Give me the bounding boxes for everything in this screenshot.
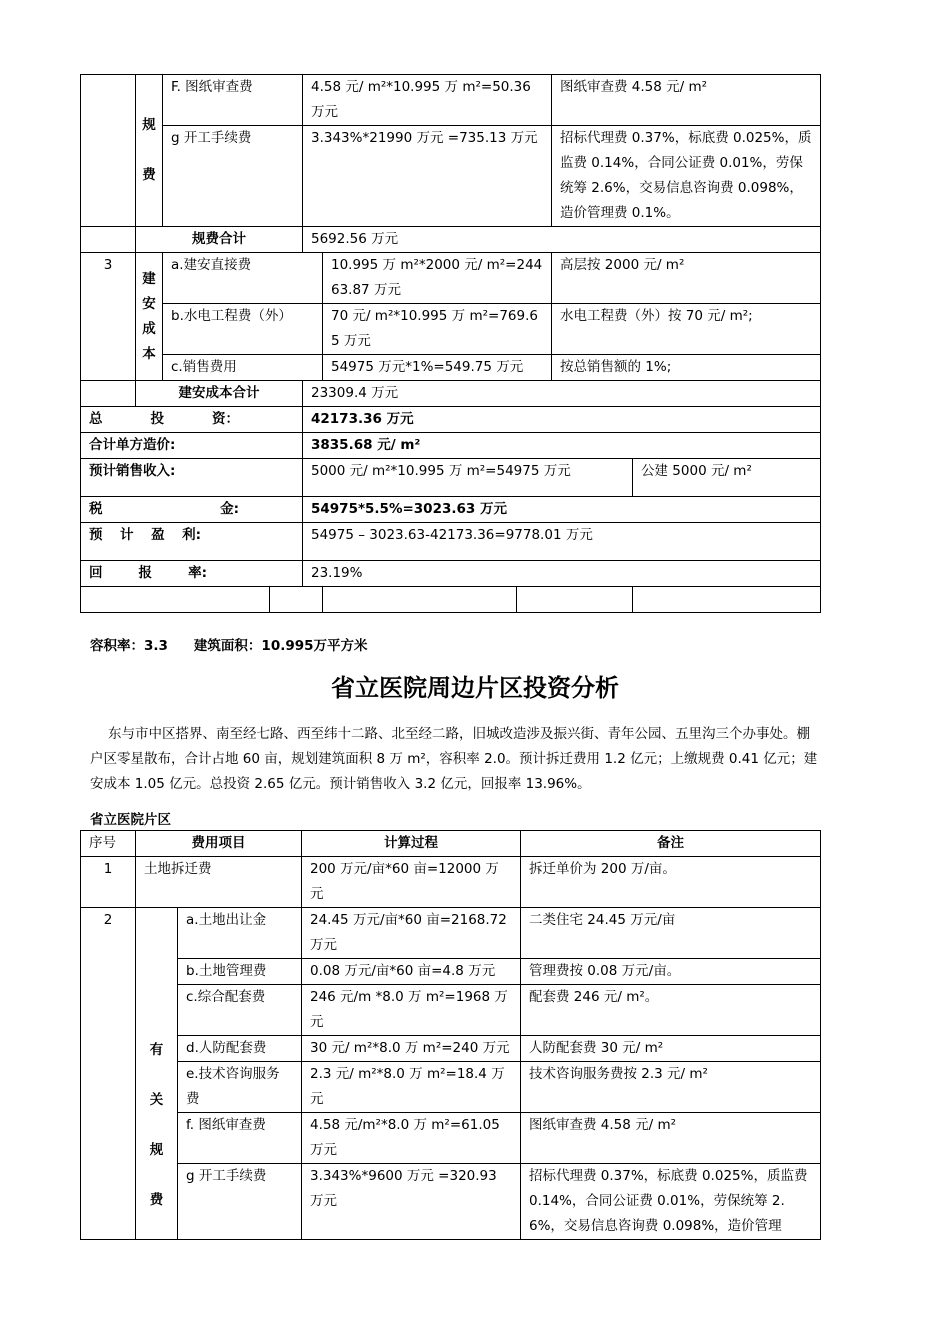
table-row (81, 355, 821, 381)
row-no: 2 (81, 908, 136, 1240)
table-row (81, 523, 821, 561)
calc-cell: 4.58 元/m²*8.0 万 m²=61.05 万元 (302, 1113, 521, 1164)
header-calc: 计算过程 (302, 831, 521, 857)
profit-value: 54975 – 3023.63-42173.36=9778.01 万元 (303, 523, 821, 561)
note-cell: 配套费 246 元/ m²。 (521, 985, 821, 1036)
return-value: 23.19% (303, 561, 821, 587)
item-cell: g 开工手续费 (178, 1164, 302, 1240)
note-cell: 人防配套费 30 元/ m² (521, 1036, 821, 1062)
item-cell: 土地拆迁费 (136, 857, 302, 908)
note-cell: 拆迁单价为 200 万/亩。 (521, 857, 821, 908)
unit-cost-value: 3835.68 元/ m² (303, 433, 821, 459)
table-row (81, 857, 821, 908)
calc-cell: 2.3 元/ m²*8.0 万 m²=18.4 万元 (302, 1062, 521, 1113)
return-label: 回 报 率: (81, 561, 303, 587)
table-row (81, 381, 821, 407)
calc-cell: 70 元/ m²*10.995 万 m²=769.65 万元 (323, 304, 552, 355)
jianan-total-label: 建安成本合计 (136, 381, 303, 407)
table-row (81, 126, 821, 227)
section-title: 省立医院周边片区投资分析 (331, 674, 619, 702)
table-row (81, 985, 821, 1036)
section-no-cell: 3 (81, 253, 136, 381)
jianan-total-value: 23309.4 万元 (303, 381, 821, 407)
table-row-empty (81, 587, 821, 613)
note-cell: 按总销售额的 1%; (552, 355, 821, 381)
cost-table (80, 830, 821, 1240)
sales-label: 预计销售收入: (81, 459, 303, 497)
note-cell: 二类住宅 24.45 万元/亩 (521, 908, 821, 959)
table-row (81, 1164, 821, 1240)
header-item: 费用项目 (136, 831, 302, 857)
cost-table-continued (80, 74, 821, 613)
item-cell: c.综合配套费 (178, 985, 302, 1036)
total-invest-value: 42173.36 万元 (303, 407, 821, 433)
table-row (81, 908, 821, 959)
table-caption: 省立医院片区 (90, 812, 171, 828)
calc-cell: 24.45 万元/亩*60 亩=2168.72 万元 (302, 908, 521, 959)
item-cell: e.技术咨询服务费 (178, 1062, 302, 1113)
note-cell: 招标代理费 0.37%，标底费 0.025%，质监费 0.14%，合同公证费 0.01%，劳保统筹 2.6%，交易信息咨询费 0.098%，造价管理费 0.1%。 (552, 126, 821, 227)
guifei-total-label: 规费合计 (136, 227, 303, 253)
item-cell: g 开工手续费 (163, 126, 303, 227)
item-cell: a.土地出让金 (178, 908, 302, 959)
table-row (81, 253, 821, 304)
table-row (81, 227, 821, 253)
table-row (81, 433, 821, 459)
note-cell: 水电工程费（外）按 70 元/ m²; (552, 304, 821, 355)
note-cell: 招标代理费 0.37%，标底费 0.025%，质监费 0.14%，合同公证费 0.01%，劳保统筹 2.6%，交易信息咨询费 0.098%，造价管理 (521, 1164, 821, 1240)
tax-label: 税 金: (81, 497, 303, 523)
table-header-row (81, 831, 821, 857)
calc-cell: 10.995 万 m²*2000 元/ m²=24463.87 万元 (323, 253, 552, 304)
sales-note: 公建 5000 元/ m² (633, 459, 821, 497)
note-cell: 高层按 2000 元/ m² (552, 253, 821, 304)
calc-cell: 3.343%*21990 万元 =735.13 万元 (303, 126, 552, 227)
total-invest-label: 总 投 资： (81, 407, 303, 433)
table-row (81, 1062, 821, 1113)
section-no-cell (81, 75, 136, 227)
table-row (81, 75, 821, 126)
table-row (81, 561, 821, 587)
header-no: 序号 (81, 831, 136, 857)
header-note: 备注 (521, 831, 821, 857)
item-cell: f. 图纸审查费 (178, 1113, 302, 1164)
row-no: 1 (81, 857, 136, 908)
item-cell: F. 图纸审查费 (163, 75, 303, 126)
ratio-line: 容积率：3.3 建筑面积：10.995万平方米 (90, 638, 368, 654)
section-no-cell (81, 227, 136, 253)
table-row (81, 959, 821, 985)
item-cell: c.销售费用 (163, 355, 323, 381)
note-cell: 管理费按 0.08 万元/亩。 (521, 959, 821, 985)
sales-value: 5000 元/ m²*10.995 万 m²=54975 万元 (303, 459, 633, 497)
youguan-vertical-label: 有 关 规 费 (136, 908, 178, 1240)
item-cell: b.水电工程费（外） (163, 304, 323, 355)
calc-cell: 200 万元/亩*60 亩=12000 万元 (302, 857, 521, 908)
table-row (81, 1113, 821, 1164)
calc-cell: 30 元/ m²*8.0 万 m²=240 万元 (302, 1036, 521, 1062)
guifei-vertical-label: 规 费 (136, 75, 163, 227)
profit-label: 预 计 盈 利: (81, 523, 303, 561)
tax-value: 54975*5.5%=3023.63 万元 (303, 497, 821, 523)
description-paragraph: 东与市中区搭界、南至经七路、西至纬十二路、北至经二路，旧城改造涉及振兴街、青年公园、五里沟三个办事处。棚户区零星散布，合计占地 60 亩，规划建筑面积 8 万 m²，容积率 2.0。预计拆迁费用 1.2 亿元；上缴规费 0.41 亿元；建安成本 1.05 亿元。总投资 2.65 亿元。预计销售收入 3.2 亿元，回报率 13.96%。 (90, 726, 818, 792)
note-cell: 图纸审查费 4.58 元/ m² (521, 1113, 821, 1164)
item-cell: d.人防配套费 (178, 1036, 302, 1062)
note-cell: 技术咨询服务费按 2.3 元/ m² (521, 1062, 821, 1113)
item-cell: b.土地管理费 (178, 959, 302, 985)
jianan-vertical-label: 建 安 成 本 (136, 253, 163, 381)
note-cell: 图纸审查费 4.58 元/ m² (552, 75, 821, 126)
table-row (81, 304, 821, 355)
calc-cell: 246 元/m *8.0 万 m²=1968 万元 (302, 985, 521, 1036)
calc-cell: 0.08 万元/亩*60 亩=4.8 万元 (302, 959, 521, 985)
table-row (81, 459, 821, 497)
unit-cost-label: 合计单方造价: (81, 433, 303, 459)
section-no-cell (81, 381, 136, 407)
guifei-total-value: 5692.56 万元 (303, 227, 821, 253)
table-row (81, 497, 821, 523)
calc-cell: 4.58 元/ m²*10.995 万 m²=50.36 万元 (303, 75, 552, 126)
calc-cell: 54975 万元*1%=549.75 万元 (323, 355, 552, 381)
item-cell: a.建安直接费 (163, 253, 323, 304)
table-row (81, 1036, 821, 1062)
table-row (81, 407, 821, 433)
calc-cell: 3.343%*9600 万元 =320.93 万元 (302, 1164, 521, 1240)
